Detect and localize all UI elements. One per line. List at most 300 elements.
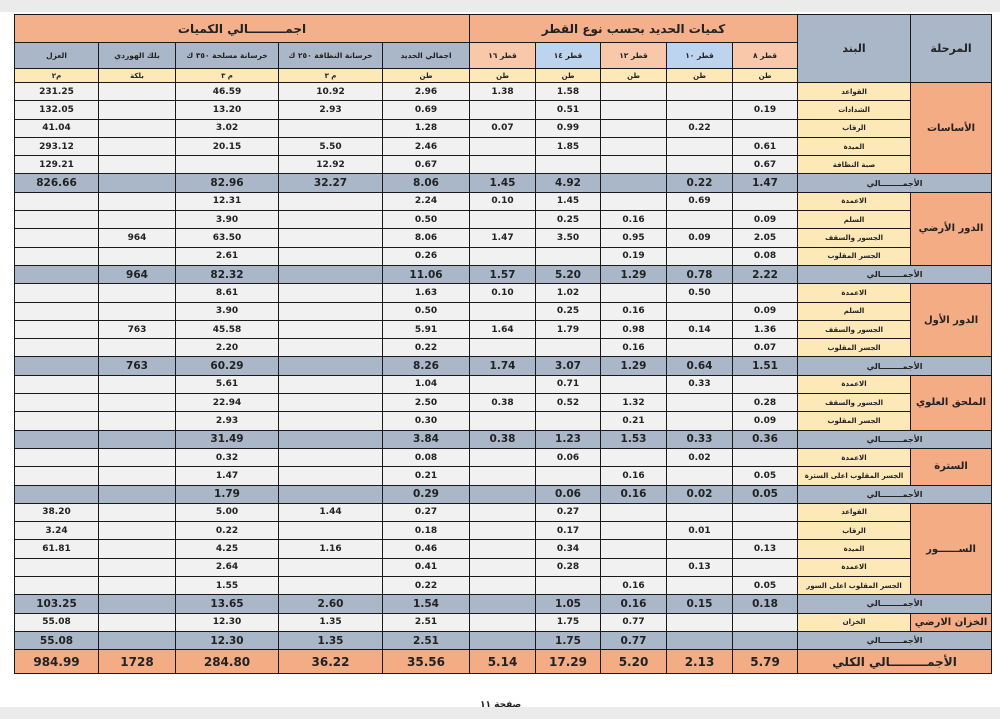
value-cell: 1.35	[279, 613, 383, 631]
table-row	[15, 137, 992, 155]
value-cell: 2.05	[733, 229, 798, 247]
value-cell: 0.07	[470, 119, 536, 137]
value-cell: 0.25	[536, 211, 601, 229]
subtotal-cell	[99, 595, 176, 613]
value-cell: 0.71	[536, 375, 601, 393]
subtotal-cell	[470, 595, 536, 613]
unit-cell: طن	[536, 69, 601, 83]
value-cell	[733, 558, 798, 576]
value-cell: 763	[99, 320, 176, 338]
value-cell: 3.90	[176, 211, 279, 229]
value-cell	[279, 211, 383, 229]
value-cell: 0.67	[383, 156, 470, 174]
subtotal-cell: 31.49	[176, 430, 279, 448]
grand-total-label: الأجمـــــــــالي الكلي	[798, 650, 992, 674]
subtotal-cell: 0.06	[536, 485, 601, 503]
value-cell: 1.63	[383, 284, 470, 302]
value-cell	[601, 137, 667, 155]
value-cell	[667, 613, 733, 631]
unit-cell: طن	[667, 69, 733, 83]
value-cell	[99, 467, 176, 485]
value-cell	[470, 577, 536, 595]
value-cell: 0.28	[733, 394, 798, 412]
value-cell	[99, 83, 176, 101]
grand-total-cell: 36.22	[279, 650, 383, 674]
value-cell	[601, 83, 667, 101]
value-cell	[667, 540, 733, 558]
value-cell: 38.20	[15, 503, 99, 521]
value-cell	[667, 211, 733, 229]
value-cell: 55.08	[15, 613, 99, 631]
subtotal-row	[15, 430, 992, 448]
subtotal-row	[15, 174, 992, 192]
value-cell	[667, 101, 733, 119]
col-header-dia10: قطر ١٠	[667, 43, 733, 69]
value-cell: 2.20	[176, 339, 279, 357]
item-label: الاعمدة	[798, 448, 911, 466]
value-cell: 0.08	[733, 247, 798, 265]
value-cell: 0.61	[733, 137, 798, 155]
value-cell: 0.19	[733, 101, 798, 119]
value-cell: 0.09	[733, 302, 798, 320]
value-cell	[279, 522, 383, 540]
subtotal-cell	[279, 485, 383, 503]
subtotal-cell: 0.29	[383, 485, 470, 503]
value-cell: 0.13	[667, 558, 733, 576]
subtotal-cell: 1.23	[536, 430, 601, 448]
value-cell	[733, 503, 798, 521]
table-row	[15, 320, 992, 338]
subtotal-cell: 82.32	[176, 265, 279, 283]
subtotal-cell: 0.64	[667, 357, 733, 375]
value-cell: 0.05	[733, 577, 798, 595]
subtotal-label: الأجمــــــــالي	[798, 485, 992, 503]
table-row	[15, 284, 992, 302]
subtotal-cell: 0.22	[667, 174, 733, 192]
value-cell: 1.45	[536, 192, 601, 210]
value-cell: 0.10	[470, 284, 536, 302]
col-header-dia12: قطر ١٢	[601, 43, 667, 69]
value-cell: 0.32	[176, 448, 279, 466]
value-cell	[99, 247, 176, 265]
value-cell	[279, 394, 383, 412]
value-cell: 0.28	[536, 558, 601, 576]
subtotal-cell: 82.96	[176, 174, 279, 192]
subtotal-label: الأجمــــــــالي	[798, 430, 992, 448]
subtotal-cell: 1.05	[536, 595, 601, 613]
value-cell: 0.05	[733, 467, 798, 485]
value-cell: 0.50	[383, 302, 470, 320]
value-cell: 0.38	[470, 394, 536, 412]
value-cell: 0.09	[733, 211, 798, 229]
item-label: الاعمدة	[798, 284, 911, 302]
value-cell: 293.12	[15, 137, 99, 155]
value-cell: 0.77	[601, 613, 667, 631]
value-cell	[15, 192, 99, 210]
value-cell	[99, 156, 176, 174]
value-cell: 61.81	[15, 540, 99, 558]
value-cell	[470, 211, 536, 229]
subtotal-cell	[733, 631, 798, 649]
value-cell: 964	[99, 229, 176, 247]
steel-group-title: كميات الحديد بحسب نوع القطر	[470, 15, 798, 43]
col-header-hordi-block: بلك الهوردي	[99, 43, 176, 69]
table-body	[15, 83, 992, 674]
value-cell: 0.27	[536, 503, 601, 521]
table-row	[15, 156, 992, 174]
stage-label: الدور الأرضي	[911, 192, 992, 265]
subtotal-cell: 2.60	[279, 595, 383, 613]
value-cell	[15, 247, 99, 265]
table-row	[15, 394, 992, 412]
value-cell: 8.61	[176, 284, 279, 302]
value-cell: 0.18	[383, 522, 470, 540]
value-cell: 12.31	[176, 192, 279, 210]
subtotal-cell: 0.16	[601, 485, 667, 503]
value-cell: 0.51	[536, 101, 601, 119]
value-cell: 1.58	[536, 83, 601, 101]
value-cell: 2.61	[176, 247, 279, 265]
table-header	[15, 15, 992, 83]
value-cell	[733, 375, 798, 393]
unit-cell: م٢	[15, 69, 99, 83]
value-cell: 1.47	[470, 229, 536, 247]
value-cell	[99, 137, 176, 155]
value-cell: 1.64	[470, 320, 536, 338]
subtotal-cell: 103.25	[15, 595, 99, 613]
item-label: الجسور والسقف	[798, 394, 911, 412]
value-cell: 0.06	[536, 448, 601, 466]
value-cell	[733, 119, 798, 137]
value-cell: 41.04	[15, 119, 99, 137]
subtotal-row	[15, 357, 992, 375]
value-cell: 0.10	[470, 192, 536, 210]
value-cell: 5.00	[176, 503, 279, 521]
value-cell	[601, 156, 667, 174]
value-cell: 0.22	[667, 119, 733, 137]
col-header-dia8: قطر ٨	[733, 43, 798, 69]
item-label: الرقاب	[798, 119, 911, 137]
value-cell	[470, 156, 536, 174]
value-cell: 0.50	[383, 211, 470, 229]
table-row	[15, 339, 992, 357]
value-cell	[536, 247, 601, 265]
value-cell: 12.30	[176, 613, 279, 631]
subtotal-cell: 2.51	[383, 631, 470, 649]
stage-label: الســــــور	[911, 503, 992, 594]
item-header: البند	[798, 15, 911, 83]
value-cell	[99, 211, 176, 229]
value-cell: 0.22	[383, 577, 470, 595]
value-cell: 20.15	[176, 137, 279, 155]
unit-cell: م ٣	[279, 69, 383, 83]
value-cell	[601, 522, 667, 540]
item-label: السلم	[798, 302, 911, 320]
table-row	[15, 101, 992, 119]
value-cell: 0.07	[733, 339, 798, 357]
value-cell	[667, 83, 733, 101]
grand-total-cell: 5.14	[470, 650, 536, 674]
value-cell: 2.93	[176, 412, 279, 430]
table-row	[15, 467, 992, 485]
subtotal-label: الأجمــــــــالي	[798, 357, 992, 375]
subtotal-label: الأجمــــــــالي	[798, 631, 992, 649]
item-label: الاعمدة	[798, 375, 911, 393]
value-cell	[99, 503, 176, 521]
value-cell: 10.92	[279, 83, 383, 101]
value-cell: 0.22	[383, 339, 470, 357]
grand-total-cell: 984.99	[15, 650, 99, 674]
value-cell	[99, 613, 176, 631]
value-cell	[99, 412, 176, 430]
totals-group-title: اجمـــــــــالي الكميات	[15, 15, 470, 43]
value-cell	[667, 156, 733, 174]
item-label: الجسر المقلوب	[798, 412, 911, 430]
col-header-reinforced-concrete: خرسانة مسلحة ٣٥٠ ك	[176, 43, 279, 69]
value-cell	[667, 302, 733, 320]
subtotal-cell	[601, 174, 667, 192]
value-cell	[99, 558, 176, 576]
value-cell	[667, 577, 733, 595]
value-cell: 0.02	[667, 448, 733, 466]
value-cell	[99, 284, 176, 302]
stage-label: السترة	[911, 448, 992, 485]
value-cell	[279, 558, 383, 576]
subtotal-cell: 1.47	[733, 174, 798, 192]
value-cell	[15, 320, 99, 338]
subtotal-cell: 0.02	[667, 485, 733, 503]
value-cell: 1.36	[733, 320, 798, 338]
value-cell: 0.26	[383, 247, 470, 265]
value-cell	[15, 394, 99, 412]
value-cell: 1.85	[536, 137, 601, 155]
item-label: القواعد	[798, 83, 911, 101]
value-cell	[99, 192, 176, 210]
stage-header: المرحلة	[911, 15, 992, 83]
value-cell	[15, 211, 99, 229]
subtotal-cell: 55.08	[15, 631, 99, 649]
value-cell: 1.47	[176, 467, 279, 485]
value-cell	[733, 522, 798, 540]
subtotal-cell: 3.07	[536, 357, 601, 375]
subtotal-cell: 5.20	[536, 265, 601, 283]
item-label: الجسر المقلوب	[798, 247, 911, 265]
value-cell	[99, 448, 176, 466]
table-row	[15, 613, 992, 631]
subtotal-cell: 0.15	[667, 595, 733, 613]
grand-total-cell: 5.79	[733, 650, 798, 674]
subtotal-cell: 13.65	[176, 595, 279, 613]
value-cell	[279, 229, 383, 247]
table-row	[15, 577, 992, 595]
unit-cell: طن	[383, 69, 470, 83]
item-label: الجسر المقلوب اعلى السترة	[798, 467, 911, 485]
value-cell: 0.16	[601, 302, 667, 320]
value-cell: 0.16	[601, 467, 667, 485]
stage-label: الملحق العلوي	[911, 375, 992, 430]
subtotal-cell: 0.16	[601, 595, 667, 613]
value-cell: 3.90	[176, 302, 279, 320]
value-cell: 1.79	[536, 320, 601, 338]
value-cell: 3.50	[536, 229, 601, 247]
value-cell: 0.25	[536, 302, 601, 320]
value-cell	[667, 137, 733, 155]
value-cell	[601, 558, 667, 576]
value-cell	[470, 339, 536, 357]
subtotal-cell	[15, 430, 99, 448]
value-cell	[470, 247, 536, 265]
value-cell: 0.99	[536, 119, 601, 137]
grand-total-row	[15, 650, 992, 674]
value-cell: 0.46	[383, 540, 470, 558]
value-cell: 0.21	[383, 467, 470, 485]
value-cell: 5.61	[176, 375, 279, 393]
value-cell: 46.59	[176, 83, 279, 101]
subtotal-cell: 1.35	[279, 631, 383, 649]
grand-total-cell: 284.80	[176, 650, 279, 674]
value-cell: 1.04	[383, 375, 470, 393]
value-cell	[470, 540, 536, 558]
value-cell	[601, 540, 667, 558]
value-cell	[15, 302, 99, 320]
value-cell	[279, 192, 383, 210]
value-cell: 0.95	[601, 229, 667, 247]
value-cell	[15, 229, 99, 247]
table-row	[15, 540, 992, 558]
grand-total-cell: 5.20	[601, 650, 667, 674]
subtotal-cell: 1.79	[176, 485, 279, 503]
subtotal-cell: 60.29	[176, 357, 279, 375]
value-cell	[279, 412, 383, 430]
table-row	[15, 302, 992, 320]
value-cell	[15, 577, 99, 595]
subtotal-row	[15, 595, 992, 613]
value-cell	[470, 375, 536, 393]
subtotal-cell: 0.18	[733, 595, 798, 613]
item-label: الرقاب	[798, 522, 911, 540]
subtotal-cell: 0.38	[470, 430, 536, 448]
table-row	[15, 192, 992, 210]
value-cell: 4.25	[176, 540, 279, 558]
value-cell: 5.91	[383, 320, 470, 338]
subtotal-cell: 4.92	[536, 174, 601, 192]
value-cell	[279, 247, 383, 265]
value-cell: 0.01	[667, 522, 733, 540]
value-cell: 0.16	[601, 211, 667, 229]
subtotal-cell: 1.51	[733, 357, 798, 375]
value-cell: 12.92	[279, 156, 383, 174]
value-cell	[279, 302, 383, 320]
value-cell	[667, 412, 733, 430]
value-cell	[470, 101, 536, 119]
value-cell	[733, 284, 798, 302]
value-cell: 1.44	[279, 503, 383, 521]
table-row	[15, 558, 992, 576]
value-cell	[470, 503, 536, 521]
table-row	[15, 375, 992, 393]
value-cell: 0.30	[383, 412, 470, 430]
value-cell: 5.50	[279, 137, 383, 155]
value-cell	[536, 339, 601, 357]
value-cell	[15, 412, 99, 430]
value-cell: 0.14	[667, 320, 733, 338]
value-cell	[99, 101, 176, 119]
value-cell	[15, 558, 99, 576]
item-label: الجسر المقلوب	[798, 339, 911, 357]
subtotal-cell: 1.29	[601, 357, 667, 375]
subtotal-cell: 964	[99, 265, 176, 283]
grand-total-cell: 1728	[99, 650, 176, 674]
item-label: الاعمدة	[798, 558, 911, 576]
item-label: الجسر المقلوب اعلى السور	[798, 577, 911, 595]
value-cell	[601, 375, 667, 393]
value-cell: 45.58	[176, 320, 279, 338]
subtotal-cell	[470, 631, 536, 649]
value-cell	[99, 375, 176, 393]
value-cell: 0.13	[733, 540, 798, 558]
subtotal-cell: 1.53	[601, 430, 667, 448]
value-cell	[15, 284, 99, 302]
item-label: صبة النظافة	[798, 156, 911, 174]
subtotal-cell: 0.77	[601, 631, 667, 649]
subtotal-cell	[470, 485, 536, 503]
subtotal-cell	[99, 485, 176, 503]
value-cell: 231.25	[15, 83, 99, 101]
subtotal-cell: 12.30	[176, 631, 279, 649]
item-label: السلم	[798, 211, 911, 229]
value-cell	[667, 247, 733, 265]
value-cell	[99, 522, 176, 540]
quantities-table	[14, 14, 992, 674]
value-cell: 0.41	[383, 558, 470, 576]
unit-cell: بلكة	[99, 69, 176, 83]
subtotal-cell: 1.57	[470, 265, 536, 283]
stage-label: الأساسات	[911, 83, 992, 174]
value-cell: 13.20	[176, 101, 279, 119]
unit-cell: م ٣	[176, 69, 279, 83]
value-cell: 0.50	[667, 284, 733, 302]
table-row	[15, 119, 992, 137]
value-cell	[536, 412, 601, 430]
subtotal-cell	[99, 174, 176, 192]
value-cell: 0.69	[383, 101, 470, 119]
subtotal-cell	[667, 631, 733, 649]
value-cell: 129.21	[15, 156, 99, 174]
value-cell	[99, 119, 176, 137]
value-cell: 2.50	[383, 394, 470, 412]
subtotal-cell: 1.54	[383, 595, 470, 613]
value-cell: 0.34	[536, 540, 601, 558]
subtotal-cell: 0.33	[667, 430, 733, 448]
subtotal-cell	[15, 485, 99, 503]
subtotal-label: الأجمــــــــالي	[798, 265, 992, 283]
value-cell: 2.64	[176, 558, 279, 576]
value-cell	[536, 156, 601, 174]
value-cell: 0.19	[601, 247, 667, 265]
subtotal-cell: 1.29	[601, 265, 667, 283]
subtotal-cell	[279, 430, 383, 448]
value-cell: 63.50	[176, 229, 279, 247]
col-header-total-steel: اجمالي الحديد	[383, 43, 470, 69]
subtotal-cell: 1.75	[536, 631, 601, 649]
subtotal-cell: 1.45	[470, 174, 536, 192]
value-cell	[470, 302, 536, 320]
value-cell	[733, 192, 798, 210]
table-row	[15, 448, 992, 466]
value-cell	[470, 467, 536, 485]
value-cell	[15, 448, 99, 466]
value-cell: 1.55	[176, 577, 279, 595]
